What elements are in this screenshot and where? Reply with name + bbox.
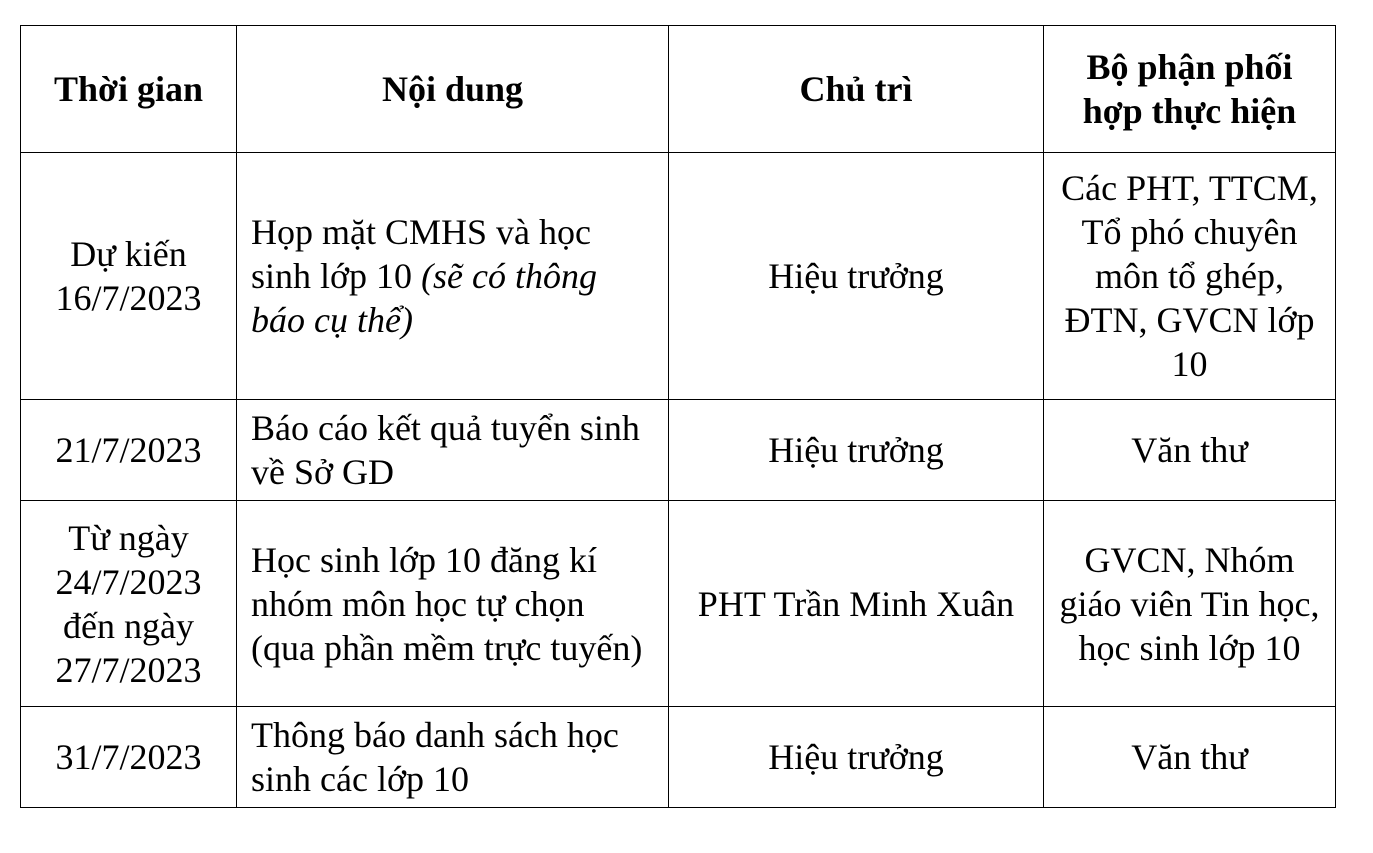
header-content: Nội dung	[237, 26, 669, 153]
host-cell: Hiệu trưởng	[669, 400, 1044, 501]
table-row	[21, 707, 1336, 808]
time-line: Dự kiến	[70, 234, 187, 274]
partners-cell: Văn thư	[1044, 400, 1336, 501]
host-cell: Hiệu trưởng	[669, 153, 1044, 400]
time-cell	[21, 153, 237, 400]
time-cell	[21, 501, 237, 707]
time-line: 27/7/2023	[55, 649, 202, 690]
table-row	[21, 153, 1336, 400]
content-text: Thông báo danh sách học sinh các lớp 10	[251, 715, 619, 799]
header-row	[21, 26, 1336, 153]
partners-cell: GVCN, Nhóm giáo viên Tin học, học sinh lớp 10	[1044, 501, 1336, 707]
schedule-table	[20, 25, 1336, 808]
header-time: Thời gian	[21, 26, 237, 153]
time-line: 16/7/2023	[55, 278, 202, 318]
header-partners	[1044, 26, 1336, 153]
time-cell	[21, 707, 237, 808]
content-text: Báo cáo kết quả tuyển sinh về Sở GD	[251, 408, 640, 492]
content-text: Họp mặt CMHS và học sinh lớp 10	[251, 212, 591, 296]
time-line: đến ngày	[63, 605, 194, 646]
header-host: Chủ trì	[669, 26, 1044, 153]
partners-cell: Các PHT, TTCM, Tổ phó chuyên môn tổ ghép, ĐTN, GVCN lớp 10	[1044, 153, 1336, 400]
table-row	[21, 501, 1336, 707]
time-line: 31/7/2023	[55, 737, 202, 777]
host-cell: Hiệu trưởng	[669, 707, 1044, 808]
partners-cell: Văn thư	[1044, 707, 1336, 808]
header-partners-line1: Bộ phận phối	[1086, 47, 1293, 87]
time-line: 21/7/2023	[55, 430, 202, 470]
time-line: 24/7/2023	[55, 561, 202, 602]
host-cell: PHT Trần Minh Xuân	[669, 501, 1044, 707]
table-row	[21, 400, 1336, 501]
header-partners-line2: hợp thực hiện	[1082, 91, 1297, 131]
content-cell	[237, 153, 669, 400]
content-cell	[237, 707, 669, 808]
content-cell	[237, 400, 669, 501]
content-note: (sẽ có thông báo cụ thể)	[251, 256, 598, 340]
content-cell	[237, 501, 669, 707]
content-text: Học sinh lớp 10 đăng kí nhóm môn học tự chọn (qua phần mềm trực tuyến)	[251, 539, 643, 668]
time-line: Từ ngày	[68, 517, 189, 558]
time-cell	[21, 400, 237, 501]
